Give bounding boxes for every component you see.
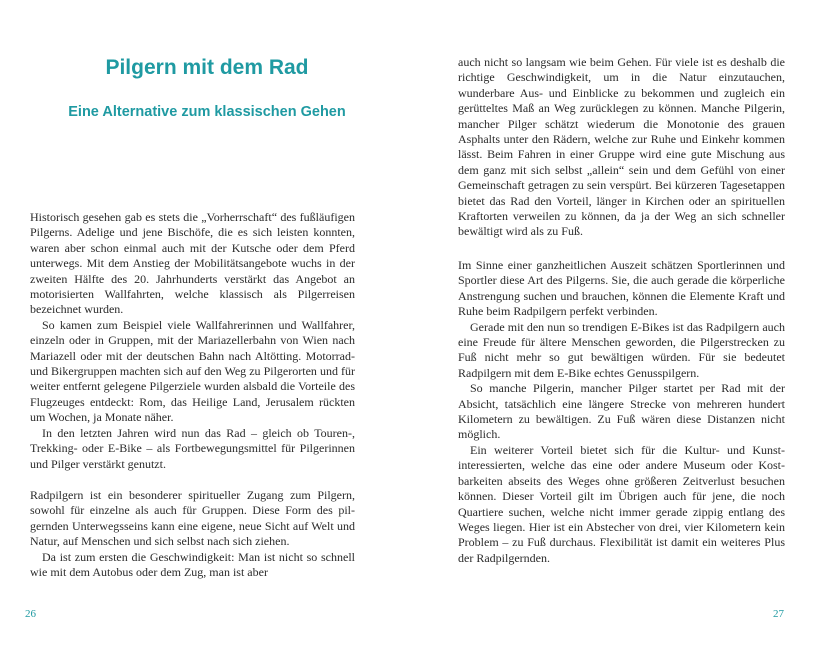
- left-text-section-2: [30, 488, 355, 580]
- paragraph: So manche Pilgerin, mancher Pilger startet per Rad mit der Absicht, tatsächlich eine längere Strecke von mehreren hundert Kilometern zu bewältigen. Zu Fuß wären diese Distanzen nicht möglich.: [458, 381, 785, 442]
- paragraph: Radpilgern ist ein besonderer spiritueller Zugang zum Pilgern, sowohl für einzelne als auch für Gruppen. Diese Form des pilgernden Unterwegsseins kann eine eigene, neue Sicht auf Welt und Natur, auf Menschen und sich selbst nach sich ziehen.: [30, 488, 355, 549]
- paragraph: Ein weiterer Vorteil bietet sich für die Kultur- und Kunstinteressierten, welche das eine oder andere Museum oder Kostbarkeiten abseits des Weges ohne größeren Zeitverlust besuchen können. Dieser Vorteil gilt im Übrigen auch für jene, die noch Quartiere suchen, welche nicht immer gerade zippig entlang des Weges liegen. Hier ist ein Abstecher von drei, vier Kilometern kein Problem – zu Fuß durchaus. Flexibilität ist damit ein weiteres Plus der Radpilgernden.: [458, 442, 785, 565]
- paragraph: In den letzten Jahren wird nun das Rad – gleich ob Touren-, Trekking- oder E-Bike – als Fortbewegungsmittel für Pilgerinnen und Pilger verstärkt genutzt.: [30, 425, 355, 471]
- chapter-subtitle: Eine Alternative zum klassischen Gehen: [68, 104, 346, 120]
- paragraph: Gerade mit den nun so trendigen E-Bikes ist das Radpilgern auch eine Freude für ältere Menschen geworden, die Pilgerstrecken zu Fuß nicht mehr so gut bewältigen würden. Für sie bedeutet Radpilgern mit dem E-Bike echtes Genusspilgern.: [458, 319, 785, 380]
- right-text-section-1: [458, 55, 785, 240]
- paragraph: Da ist zum ersten die Geschwindigkeit: Man ist nicht so schnell wie mit dem Autobus oder dem Zug, man ist aber: [30, 549, 355, 580]
- right-text-section-2: [458, 258, 785, 566]
- right-page: [407, 0, 814, 648]
- page-number-left: 26: [25, 608, 36, 620]
- paragraph: auch nicht so langsam wie beim Gehen. Für viele ist es deshalb die richtige Geschwindigkeit, um in die Natur einzutauchen, wunderbare Aus- und Einblicke zu bekommen und zugleich ein gerütteltes Maß an Weg zurücklegen zu können. Manche Pilgerin, mancher Pilger schätzt wiederum die Monotonie des grauen Asphalts unter den Rädern, welche zur Ruhe und Einkehr kommen lässt. Beim Fahren in einer Gruppe wird eine gute Mischung aus dem ganz mit sich selbst „allein“ sein und dem Gefühl von einer Gemeinschaft getragen zu sein verspürt. Bei kürzeren Tagesetappen bietet das Rad den Vorteil, länger in Kirchen oder an spirituellen Kraftorten verweilen zu können, da ja der Weg an sich schneller bewältigt wird als zu Fuß.: [458, 55, 785, 239]
- left-text-section-1: [30, 210, 355, 472]
- paragraph: Historisch gesehen gab es stets die „Vorherrschaft“ des fußläufigen Pilgerns. Adelige und jene Bischöfe, die es sich leisten konnten, waren aber schon einmal auch mit der Kutsche oder dem Pferd unterwegs. Mit dem Anstieg der Mobilitätsangebote wuchs in der zweiten Hälfte des 20. Jahrhunderts verstärkt das Angebot an motorisierten Wallfahrten, welche klassisch als Pilgerreisen bezeichnet wurden.: [30, 210, 355, 317]
- chapter-title: Pilgern mit dem Rad: [105, 56, 309, 79]
- page-number-right: 27: [773, 608, 784, 620]
- paragraph: Im Sinne einer ganzheitlichen Auszeit schätzen Sportlerinnen und Sportler diese Art des Pilgerns. Sie, die auch gerade die körperliche Anstrengung suchen und brauchen, können die Elemente Kraft und Ruhe beim Radpilgern perfekt verbinden.: [458, 258, 785, 319]
- paragraph: So kamen zum Beispiel viele Wallfahrerinnen und Wallfahrer, einzeln oder in Gruppen, mit der Mariazellerbahn von Wien nach Mariazell oder mit der deutschen Bahn nach Altötting. Motorrad- und Bikergruppen machten sich auf den Weg zu Pilgerorten und für weiter entfernt gelegene Pilgerziele wurden alsbald die Vorteile des Flugzeuges entdeckt: Rom, das Heilige Land, Jerusalem rückten um Wochen, ja Monate näher.: [30, 317, 355, 425]
